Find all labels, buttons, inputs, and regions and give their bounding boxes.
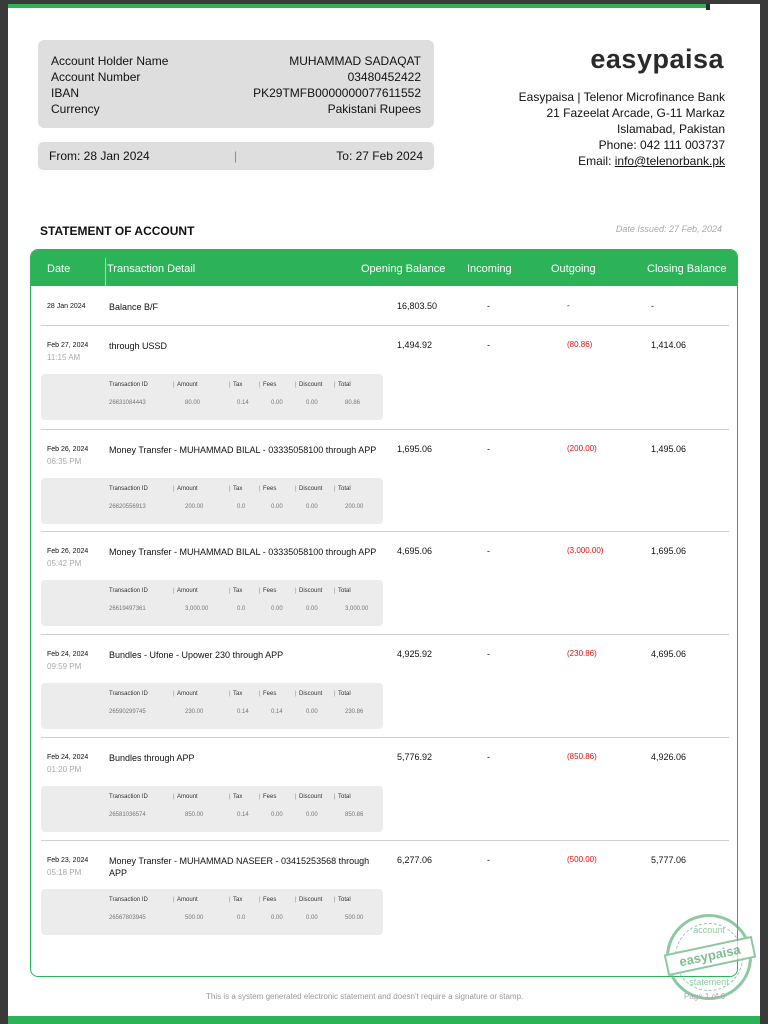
txn-incoming: - — [487, 649, 490, 659]
transaction-row — [41, 326, 729, 430]
txn-incoming: - — [487, 752, 490, 762]
breakdown-header-fees: Fees — [263, 691, 277, 697]
txn-closing: 5,777.06 — [651, 855, 687, 865]
breakdown-header-discount: Discount — [299, 794, 323, 800]
date-range-box — [38, 142, 434, 170]
stamp-top-text: account — [693, 925, 725, 935]
breakdown-value-amount: 80.00 — [185, 400, 201, 406]
account-info-label: IBAN — [51, 86, 80, 100]
breakdown-header-fees: Fees — [263, 382, 277, 388]
header-detail: Transaction Detail — [107, 263, 196, 275]
breakdown-separator: | — [295, 691, 297, 697]
account-info-box — [38, 40, 434, 128]
txn-outgoing: (230.86) — [567, 649, 597, 658]
txn-date: Feb 26, 2024 — [47, 548, 89, 555]
breakdown-header-tax: Tax — [233, 382, 243, 388]
breakdown-separator: | — [229, 794, 231, 800]
breakdown-separator: | — [259, 382, 261, 388]
breakdown-header-fees: Fees — [263, 486, 277, 492]
txn-detail: Bundles - Ufone - Upower 230 through APP — [109, 650, 284, 660]
breakdown-header-total: Total — [338, 382, 351, 388]
transaction-row — [41, 841, 729, 941]
breakdown-value-total: 80.86 — [345, 400, 361, 406]
breakdown-value-tax: 0.0 — [237, 606, 246, 612]
breakdown-header-tax: Tax — [233, 588, 243, 594]
bf-incoming: - — [487, 301, 490, 311]
txn-date: Feb 23, 2024 — [47, 857, 89, 864]
account-info-row — [51, 70, 421, 86]
email-label: Email: — [578, 154, 615, 168]
transaction-row — [41, 532, 729, 635]
txn-detail: Money Transfer - MUHAMMAD BILAL - 03335058100 through APP — [109, 445, 377, 455]
breakdown-value-amount: 850.00 — [185, 812, 204, 818]
easypaisa-stamp — [666, 914, 752, 1000]
breakdown-header-total: Total — [338, 588, 351, 594]
breakdown-separator: | — [295, 794, 297, 800]
breakdown-separator: | — [229, 486, 231, 492]
breakdown-value-total: 500.00 — [345, 915, 364, 921]
txn-detail: Bundles through APP — [109, 753, 195, 763]
breakdown-value-amount: 500.00 — [185, 915, 204, 921]
breakdown-value-discount: 0.00 — [306, 606, 318, 612]
breakdown-header-discount: Discount — [299, 588, 323, 594]
txn-opening: 6,277.06 — [397, 855, 433, 865]
breakdown-header-discount: Discount — [299, 691, 323, 697]
txn-time: 09:59 PM — [47, 662, 82, 671]
table-header — [31, 250, 737, 286]
breakdown-separator: | — [334, 382, 336, 388]
breakdown-value-discount: 0.00 — [306, 812, 318, 818]
account-info-row — [51, 86, 421, 102]
easypaisa-logo — [590, 44, 724, 75]
breakdown-separator: | — [229, 897, 231, 903]
breakdown-value-txn-id: 26590299745 — [109, 709, 146, 715]
account-info-label: Account Number — [51, 70, 141, 84]
breakdown-header-amount: Amount — [177, 588, 198, 594]
txn-opening: 5,776.92 — [397, 752, 433, 762]
txn-opening: 1,695.06 — [397, 444, 433, 454]
txn-opening: 1,494.92 — [397, 340, 433, 350]
breakdown-value-txn-id: 26631084443 — [109, 400, 146, 406]
header-date: Date — [47, 263, 71, 275]
breakdown-separator: | — [334, 588, 336, 594]
txn-date: Feb 26, 2024 — [47, 446, 89, 453]
statement-page — [8, 4, 760, 1024]
breakdown-header-txn-id: Transaction ID — [109, 486, 148, 492]
from-date: From: 28 Jan 2024 — [49, 149, 150, 163]
breakdown-value-amount: 200.00 — [185, 504, 204, 510]
txn-detail: through USSD — [109, 341, 168, 351]
breakdown-header-amount: Amount — [177, 794, 198, 800]
txn-closing: 4,695.06 — [651, 649, 687, 659]
breakdown-header-total: Total — [338, 691, 351, 697]
breakdown-value-amount: 3,000.00 — [185, 606, 209, 612]
txn-date: Feb 24, 2024 — [47, 754, 89, 761]
transaction-breakdown — [41, 478, 383, 524]
account-info-row — [51, 54, 421, 70]
header-opening: Opening Balance — [361, 263, 446, 275]
account-info-row — [51, 102, 421, 118]
txn-outgoing: (850.86) — [567, 752, 597, 761]
breakdown-header-total: Total — [338, 897, 351, 903]
breakdown-header-amount: Amount — [177, 382, 198, 388]
balance-bf-row — [41, 286, 729, 326]
breakdown-value-total: 850.86 — [345, 812, 364, 818]
bank-info — [519, 89, 725, 169]
txn-closing: 4,926.06 — [651, 752, 687, 762]
breakdown-header-txn-id: Transaction ID — [109, 794, 148, 800]
breakdown-separator: | — [173, 794, 175, 800]
breakdown-separator: | — [173, 691, 175, 697]
transactions-table — [30, 249, 738, 977]
header-outgoing: Outgoing — [551, 263, 596, 275]
breakdown-separator: | — [334, 691, 336, 697]
page-number: Page 1 of 6 — [684, 992, 725, 1001]
breakdown-separator: | — [259, 794, 261, 800]
bank-city: Islamabad, Pakistan — [616, 122, 725, 136]
bf-outgoing: - — [567, 301, 570, 310]
account-info-value: MUHAMMAD SADAQAT — [289, 54, 421, 68]
breakdown-value-tax: 0.14 — [237, 400, 249, 406]
bf-closing: - — [651, 301, 654, 311]
breakdown-header-total: Total — [338, 486, 351, 492]
txn-closing: 1,495.06 — [651, 444, 687, 454]
breakdown-value-discount: 0.00 — [306, 400, 318, 406]
date-issued: Date Issued: 27 Feb, 2024 — [615, 224, 722, 234]
txn-outgoing: (80.86) — [567, 340, 593, 349]
breakdown-value-total: 3,000.00 — [345, 606, 369, 612]
breakdown-header-txn-id: Transaction ID — [109, 691, 148, 697]
account-info-value: PK29TMFB0000000077611552 — [253, 86, 421, 100]
stamp-band: easypaisa — [664, 936, 757, 976]
email-link[interactable]: info@telenorbank.pk — [614, 154, 725, 168]
txn-incoming: - — [487, 546, 490, 556]
transaction-row — [41, 430, 729, 532]
breakdown-value-fees: 0.00 — [271, 606, 283, 612]
transaction-breakdown — [41, 786, 383, 832]
txn-date: Feb 27, 2024 — [47, 342, 89, 349]
account-info-value: 03480452422 — [347, 70, 421, 84]
breakdown-header-tax: Tax — [233, 897, 243, 903]
breakdown-separator: | — [334, 897, 336, 903]
account-info-label: Account Holder Name — [51, 54, 169, 68]
breakdown-separator: | — [229, 691, 231, 697]
statement-title: STATEMENT OF ACCOUNT — [40, 224, 195, 238]
breakdown-value-fees: 0.00 — [271, 400, 283, 406]
transaction-row — [41, 738, 729, 841]
breakdown-value-tax: 0.14 — [237, 709, 249, 715]
breakdown-header-discount: Discount — [299, 897, 323, 903]
breakdown-separator: | — [229, 588, 231, 594]
footer-note: This is a system generated electronic statement and doesn't require a signature or stamp. — [206, 992, 524, 1001]
txn-detail: Money Transfer - MUHAMMAD NASEER - 03415253568 through APP — [109, 856, 370, 878]
transaction-breakdown — [41, 580, 383, 626]
breakdown-value-discount: 0.00 — [306, 709, 318, 715]
breakdown-header-tax: Tax — [233, 794, 243, 800]
txn-incoming: - — [487, 855, 490, 865]
top-bar-gap — [706, 4, 710, 10]
txn-date: Feb 24, 2024 — [47, 651, 89, 658]
txn-outgoing: (200.00) — [567, 444, 597, 453]
logo-text: easypaisa — [590, 44, 724, 74]
breakdown-header-txn-id: Transaction ID — [109, 588, 148, 594]
bf-date: 28 Jan 2024 — [47, 303, 86, 310]
breakdown-header-txn-id: Transaction ID — [109, 897, 148, 903]
header-divider — [105, 258, 106, 286]
breakdown-value-txn-id: 26581036574 — [109, 812, 146, 818]
txn-opening: 4,695.06 — [397, 546, 433, 556]
breakdown-value-tax: 0.14 — [237, 812, 249, 818]
breakdown-value-fees: 0.00 — [271, 915, 283, 921]
breakdown-separator: | — [295, 588, 297, 594]
breakdown-separator: | — [259, 486, 261, 492]
txn-outgoing: (3,000.00) — [567, 546, 604, 555]
breakdown-separator: | — [173, 588, 175, 594]
breakdown-separator: | — [295, 486, 297, 492]
bf-opening: 16,803.50 — [397, 301, 438, 311]
breakdown-header-discount: Discount — [299, 486, 323, 492]
header-closing: Closing Balance — [647, 263, 727, 275]
breakdown-header-amount: Amount — [177, 691, 198, 697]
breakdown-separator: | — [259, 691, 261, 697]
txn-closing: 1,695.06 — [651, 546, 687, 556]
transaction-breakdown — [41, 683, 383, 729]
top-accent-bar — [8, 4, 706, 8]
breakdown-header-total: Total — [338, 794, 351, 800]
txn-time: 06:35 PM — [47, 457, 82, 466]
bank-address-line: 21 Fazeelat Arcade, G-11 Markaz — [546, 106, 725, 120]
breakdown-value-tax: 0.0 — [237, 915, 246, 921]
breakdown-value-total: 230.86 — [345, 709, 364, 715]
breakdown-header-fees: Fees — [263, 794, 277, 800]
breakdown-separator: | — [334, 794, 336, 800]
txn-time: 05:18 PM — [47, 868, 82, 877]
breakdown-value-amount: 230.00 — [185, 709, 204, 715]
bf-detail: Balance B/F — [109, 302, 159, 312]
breakdown-header-txn-id: Transaction ID — [109, 382, 148, 388]
breakdown-separator: | — [229, 382, 231, 388]
breakdown-header-amount: Amount — [177, 897, 198, 903]
breakdown-value-txn-id: 26620556913 — [109, 504, 146, 510]
bank-name: Easypaisa | Telenor Microfinance Bank — [518, 90, 725, 104]
to-date: To: 27 Feb 2024 — [336, 149, 423, 163]
breakdown-value-txn-id: 26567803945 — [109, 915, 146, 921]
breakdown-header-fees: Fees — [263, 588, 277, 594]
breakdown-value-discount: 0.00 — [306, 915, 318, 921]
breakdown-header-discount: Discount — [299, 382, 323, 388]
txn-closing: 1,414.06 — [651, 340, 687, 350]
breakdown-separator: | — [334, 486, 336, 492]
txn-incoming: - — [487, 340, 490, 350]
breakdown-value-tax: 0.0 — [237, 504, 246, 510]
transaction-row — [41, 635, 729, 738]
txn-time: 01:20 PM — [47, 765, 82, 774]
header-incoming: Incoming — [467, 263, 512, 275]
txn-detail: Money Transfer - MUHAMMAD BILAL - 03335058100 through APP — [109, 547, 377, 557]
date-separator: | — [234, 149, 238, 163]
txn-opening: 4,925.92 — [397, 649, 433, 659]
breakdown-header-amount: Amount — [177, 486, 198, 492]
breakdown-separator: | — [295, 897, 297, 903]
breakdown-separator: | — [173, 382, 175, 388]
txn-incoming: - — [487, 444, 490, 454]
breakdown-separator: | — [259, 588, 261, 594]
txn-time: 11:15 AM — [47, 353, 81, 362]
stamp-bottom-text: statement — [689, 977, 729, 987]
breakdown-header-tax: Tax — [233, 691, 243, 697]
breakdown-separator: | — [295, 382, 297, 388]
account-info-value: Pakistani Rupees — [327, 102, 421, 116]
breakdown-value-fees: 0.00 — [271, 504, 283, 510]
breakdown-value-discount: 0.00 — [306, 504, 318, 510]
bank-phone: Phone: 042 111 003737 — [598, 138, 725, 152]
breakdown-value-txn-id: 26619497361 — [109, 606, 146, 612]
transaction-breakdown — [41, 889, 383, 935]
transaction-breakdown — [41, 374, 383, 420]
account-info-label: Currency — [51, 102, 100, 116]
breakdown-separator: | — [173, 486, 175, 492]
breakdown-value-fees: 0.14 — [271, 709, 283, 715]
breakdown-separator: | — [173, 897, 175, 903]
breakdown-value-fees: 0.00 — [271, 812, 283, 818]
bottom-accent-bar — [8, 1016, 760, 1024]
breakdown-header-tax: Tax — [233, 486, 243, 492]
bank-email-line — [519, 153, 725, 169]
breakdown-separator: | — [259, 897, 261, 903]
breakdown-value-total: 200.00 — [345, 504, 364, 510]
breakdown-header-fees: Fees — [263, 897, 277, 903]
txn-outgoing: (500.00) — [567, 855, 597, 864]
txn-time: 05:42 PM — [47, 559, 82, 568]
